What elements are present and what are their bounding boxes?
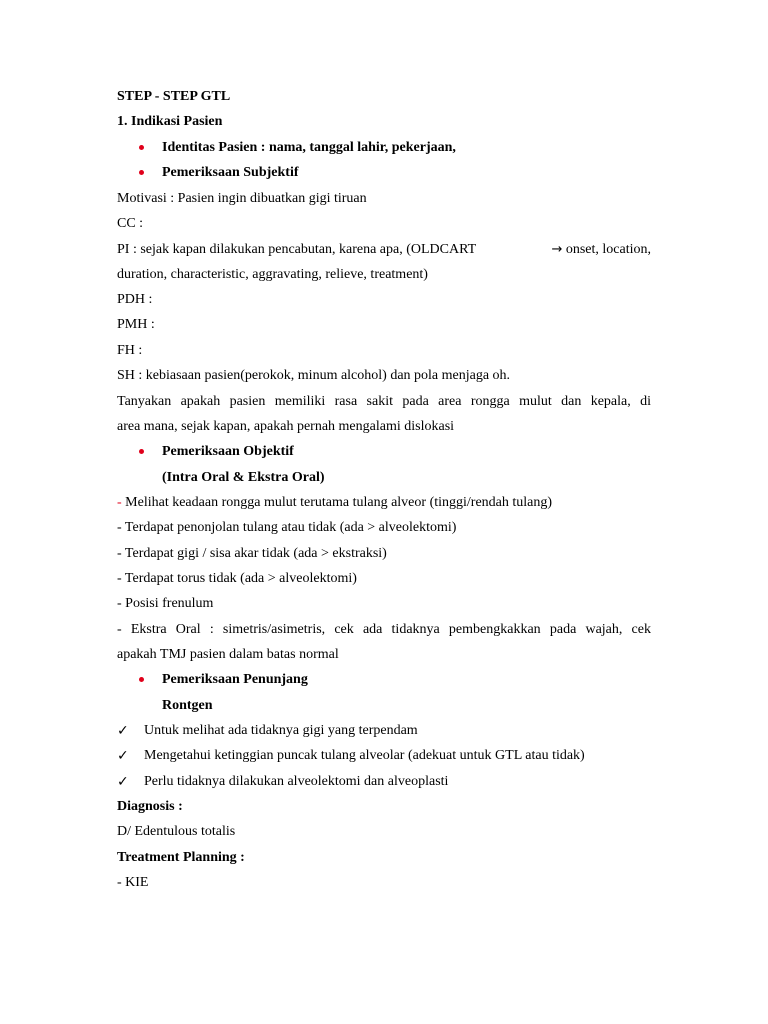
treatment-item-1: - KIE: [117, 875, 149, 890]
check-item-1: Untuk melihat ada tidaknya gigi yang terpendam: [144, 723, 418, 738]
check-item-2: Mengetahui ketinggian puncak tulang alveolar (adekuat untuk GTL atau tidak): [144, 748, 585, 763]
treatment-planning-label: Treatment Planning :: [117, 850, 245, 865]
diagnosis-value: D/ Edentulous totalis: [117, 824, 236, 839]
text-pi-line2: duration, characteristic, aggravating, relieve, treatment): [117, 267, 428, 282]
text-cc: CC :: [117, 216, 144, 231]
check-item-3: Perlu tidaknya dilakukan alveolektomi dan alveoplasti: [144, 774, 449, 789]
objektif-1-text: Melihat keadaan rongga mulut terutama tulang alveor (tinggi/rendah tulang): [121, 495, 553, 510]
text-pdh: PDH :: [117, 292, 153, 307]
red-dash: -: [117, 495, 122, 510]
text-objektif-4: - Terdapat torus tidak (ada > alveolektomi): [117, 571, 357, 586]
bullet-identitas-pasien: Identitas Pasien : nama, tanggal lahir, pekerjaan,: [162, 140, 456, 155]
pi-part2-group: [551, 241, 651, 259]
text-pmh: PMH :: [117, 317, 155, 332]
text-objektif-2: - Terdapat penonjolan tulang atau tidak (ada > alveolektomi): [117, 520, 457, 535]
text-pi-line1: [117, 241, 651, 259]
diagnosis-label: Diagnosis :: [117, 799, 183, 814]
text-objektif-6-line1: - Ekstra Oral : simetris/asimetris, cek ada tidaknya pembengkakkan pada wajah, cek: [117, 622, 651, 637]
text-objektif-5: - Posisi frenulum: [117, 596, 214, 611]
pi-part2: onset, location,: [565, 242, 651, 257]
text-rontgen: Rontgen: [162, 698, 213, 713]
text-objektif-6-line2: apakah TMJ pasien dalam batas normal: [117, 647, 339, 662]
red-dot-bullet-icon: [139, 677, 144, 682]
bullet-pemeriksaan-objektif: Pemeriksaan Objektif: [162, 444, 294, 459]
text-objektif-1: [117, 494, 651, 512]
red-dot-bullet-icon: [139, 145, 144, 150]
check-mark-icon: ✓: [117, 774, 129, 790]
text-intra-ekstra-oral: (Intra Oral & Ekstra Oral): [162, 470, 325, 485]
check-mark-icon: ✓: [117, 748, 129, 764]
document-title: STEP - STEP GTL: [117, 89, 231, 104]
section-heading-indikasi: 1. Indikasi Pasien: [117, 114, 223, 129]
right-arrow-icon: →: [551, 242, 563, 257]
bullet-pemeriksaan-penunjang: Pemeriksaan Penunjang: [162, 672, 308, 687]
text-tanyakan-line2: area mana, sejak kapan, apakah pernah mengalami dislokasi: [117, 419, 455, 434]
text-fh: FH :: [117, 343, 143, 358]
text-tanyakan-line1: Tanyakan apakah pasien memiliki rasa sakit pada area rongga mulut dan kepala, di: [117, 394, 651, 409]
check-mark-icon: ✓: [117, 723, 129, 739]
text-objektif-3: - Terdapat gigi / sisa akar tidak (ada > ekstraksi): [117, 546, 387, 561]
bullet-pemeriksaan-subjektif: Pemeriksaan Subjektif: [162, 165, 299, 180]
pi-part1: PI : sejak kapan dilakukan pencabutan, karena apa, (OLDCART: [117, 242, 477, 257]
text-motivasi: Motivasi : Pasien ingin dibuatkan gigi tiruan: [117, 191, 367, 206]
text-sh: SH : kebiasaan pasien(perokok, minum alcohol) dan pola menjaga oh.: [117, 368, 511, 383]
red-dot-bullet-icon: [139, 449, 144, 454]
red-dot-bullet-icon: [139, 170, 144, 175]
